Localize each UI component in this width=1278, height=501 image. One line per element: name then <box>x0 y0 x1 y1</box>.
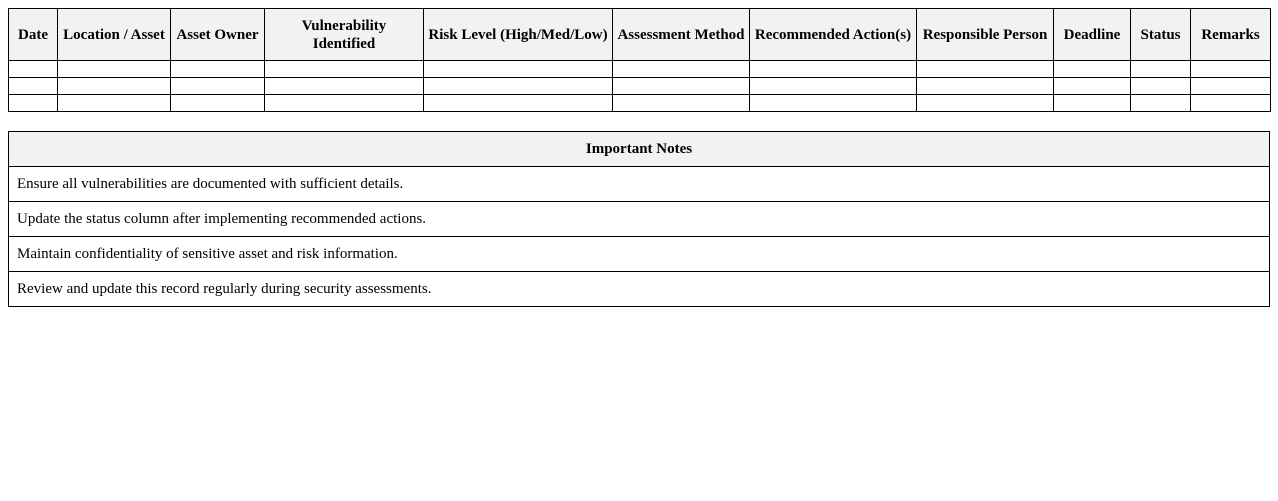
table-cell[interactable] <box>1054 95 1131 112</box>
column-header-recommended-actions: Recommended Action(s) <box>750 9 917 61</box>
table-cell[interactable] <box>265 61 424 78</box>
table-cell[interactable] <box>613 95 750 112</box>
notes-title: Important Notes <box>9 132 1270 167</box>
note-item: Ensure all vulnerabilities are documented with sufficient details. <box>9 167 1270 202</box>
table-cell[interactable] <box>9 95 58 112</box>
table-cell[interactable] <box>1191 61 1271 78</box>
table-cell[interactable] <box>1191 95 1271 112</box>
table-cell[interactable] <box>9 78 58 95</box>
table-row <box>9 61 1271 78</box>
table-cell[interactable] <box>917 61 1054 78</box>
column-header-asset-owner: Asset Owner <box>171 9 265 61</box>
table-cell[interactable] <box>1131 78 1191 95</box>
table-cell[interactable] <box>1131 95 1191 112</box>
notes-header-row <box>9 132 1270 167</box>
table-row <box>9 78 1271 95</box>
important-notes-table <box>8 131 1270 307</box>
note-row <box>9 202 1270 237</box>
table-cell[interactable] <box>171 61 265 78</box>
table-cell[interactable] <box>613 78 750 95</box>
table-cell[interactable] <box>58 78 171 95</box>
table-cell[interactable] <box>171 78 265 95</box>
table-cell[interactable] <box>613 61 750 78</box>
column-header-date: Date <box>9 9 58 61</box>
table-cell[interactable] <box>171 95 265 112</box>
table-header-row <box>9 9 1271 61</box>
table-cell[interactable] <box>750 61 917 78</box>
column-header-risk-level: Risk Level (High/Med/Low) <box>424 9 613 61</box>
table-cell[interactable] <box>750 95 917 112</box>
column-header-location-asset: Location / Asset <box>58 9 171 61</box>
column-header-deadline: Deadline <box>1054 9 1131 61</box>
table-cell[interactable] <box>424 61 613 78</box>
table-cell[interactable] <box>1131 61 1191 78</box>
table-cell[interactable] <box>265 95 424 112</box>
table-cell[interactable] <box>1054 61 1131 78</box>
table-cell[interactable] <box>1054 78 1131 95</box>
table-cell[interactable] <box>265 78 424 95</box>
table-cell[interactable] <box>1191 78 1271 95</box>
note-item: Review and update this record regularly during security assessments. <box>9 272 1270 307</box>
vulnerability-record-table <box>8 8 1271 112</box>
note-row <box>9 167 1270 202</box>
note-row <box>9 272 1270 307</box>
column-header-vulnerability: Vulnerability Identified <box>265 9 424 61</box>
column-header-remarks: Remarks <box>1191 9 1271 61</box>
table-cell[interactable] <box>58 61 171 78</box>
note-item: Maintain confidentiality of sensitive asset and risk information. <box>9 237 1270 272</box>
table-cell[interactable] <box>917 78 1054 95</box>
table-cell[interactable] <box>58 95 171 112</box>
table-cell[interactable] <box>424 78 613 95</box>
table-cell[interactable] <box>9 61 58 78</box>
table-cell[interactable] <box>750 78 917 95</box>
table-row <box>9 95 1271 112</box>
column-header-responsible-person: Responsible Person <box>917 9 1054 61</box>
table-cell[interactable] <box>917 95 1054 112</box>
table-cell[interactable] <box>424 95 613 112</box>
column-header-status: Status <box>1131 9 1191 61</box>
column-header-assessment-method: Assessment Method <box>613 9 750 61</box>
note-item: Update the status column after implementing recommended actions. <box>9 202 1270 237</box>
note-row <box>9 237 1270 272</box>
